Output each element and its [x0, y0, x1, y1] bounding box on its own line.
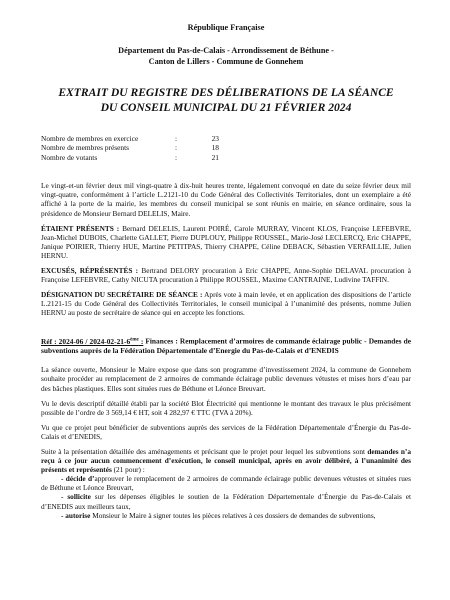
subject-text: Finances : Remplacement d’armoires de commande éclairage public - Demandes de subventions auprès de la Fédération Départementale d’Energie du Pas-de-Calais et d’ENEDIS	[41, 336, 411, 356]
subject-heading	[41, 335, 411, 355]
subject-ref-colon: :	[138, 336, 144, 346]
item3-verb: - autorise	[61, 510, 91, 520]
item2-text: sur les dépenses éligibles le soutien de la Fédération Départementale d’Énergie du Pas-de-Calais et d’ENEDIS aux meilleurs taux,	[41, 492, 411, 511]
body-paragraph-3: Vu que ce projet peut bénéficier de subventions auprès des services de la Fédération Départementale d’Énergie du Pas-de-Calais et d’ENEDIS,	[41, 422, 411, 441]
body-paragraph-4	[41, 447, 411, 474]
body-paragraph-2: Vu le devis descriptif détaillé établi par la société Blot Électricité qui mentionne le montant des travaux le plus précisément possible de l’ordre de 3 569,14 € HT, soit 4 282,97 € TTC (TVA à 20%).	[41, 398, 411, 417]
item1-verb: - décide d’	[61, 474, 95, 484]
department-line-2: Canton de Lillers - Commune de Gonnehem	[148, 56, 304, 66]
present-text: Bernard DELELIS, Laurent POIRÉ, Carole MURRAY, Vincent KLOS, Françoise LEFEBVRE, Jean-Michel DUBOIS, Charlette GALLET, Pierre DUPLOUY, Philippe ROUSSEL, Marie-José LECLERCQ, Eric CHAPPE, Janique POIRIER, Thierry HUE, Martine PETITPAS, Thierry CHAPPE, Céline DEBACK, Sébastien VERFAILLIE, Julien HERNU.	[41, 223, 412, 260]
subject-ref	[41, 337, 143, 346]
document-title	[41, 86, 411, 115]
present-label: ÉTAIENT PRÉSENTS :	[41, 223, 120, 233]
body-p4-bold: demandes n’a reçu à ce jour aucun commencement d’exécution, le conseil municipal, après en avoir délibéré, à l’unanimité des présents et représentés	[41, 446, 411, 475]
excused-text: Bertrand DELORY procuration à Eric CHAPPE, Anne-Sophie DELAVAL procuration à Françoise LEFEBVRE, Cathy NICUTA procuration à Philippe ROUSSEL, Maxime CANTRAINE, Ludivine TAFFIN.	[41, 265, 411, 285]
republic-heading: République Française	[187, 23, 265, 32]
department-heading	[41, 46, 411, 67]
count-row	[41, 143, 411, 152]
title-line-2: DU CONSEIL MUNICIPAL DU 21 FÉVRIER 2024	[100, 100, 352, 114]
count-separator: :	[175, 143, 178, 153]
title-line-1: EXTRAIT DU REGISTRE DES DÉLIBERATIONS DE LA SÉANCE	[58, 86, 394, 99]
secretary-paragraph	[41, 290, 411, 317]
subject-ref-text: Réf : 2024-06 / 2024-02-21-6	[41, 336, 131, 346]
secretary-text: Après vote à main levée, et en application des dispositions de l’article L.2121-15 du Code Général des Collectivités Territoriales, le conseil municipal à l’unanimité des présents, nomme Julien HERNU au poste de secrétaire de séance qui en accepte les fonctions.	[41, 290, 412, 318]
count-row	[41, 134, 411, 143]
decision-item-approve	[41, 474, 411, 492]
count-value: 23	[211, 134, 219, 143]
item1-text: approuver le remplacement de 2 armoires de commande éclairage public devenues vétustes et situées rues de Béthune et Léonce Breuvart,	[41, 474, 411, 493]
subject-ref-sup: ème	[130, 337, 139, 343]
count-separator: :	[175, 134, 178, 143]
decision-item-authorize	[41, 511, 411, 520]
count-value: 21	[211, 152, 219, 162]
count-separator: :	[175, 152, 178, 162]
decision-item-request	[41, 492, 411, 510]
body-p4-normal: Suite à la présentation détaillée des aménagements et précisant que le projet pour lequel les subventions sont	[41, 446, 368, 456]
item3-text: Monsieur le Maire à signer toutes les pièces relatives à ces dossiers de demandes de subventions,	[90, 510, 376, 520]
secretary-label: DÉSIGNATION DU SECRÉTAIRE DE SÉANCE :	[41, 290, 203, 300]
item2-verb: - sollicite	[61, 492, 91, 502]
count-label: Nombre de votants	[41, 152, 98, 162]
body-paragraph-1: La séance ouverte, Monsieur le Maire expose que dans son programme d’investissement 2024, la commune de Gonnehem souhaite procéder au remplacement de 2 armoires de commande éclairage public devenues vétustes et mises hors d’eau par des bâches plastiques. Elles sont situées rues de Béthune et Léonce Breuvart.	[41, 365, 411, 393]
excused-label: EXCUSÉS, RÉPRÉSENTÉS :	[41, 265, 139, 275]
intro-paragraph: Le vingt-et-un février deux mil vingt-quatre à dix-huit heures trente, légalement convoqué en date du seize février deux mil vingt-quatre, conformément à l’article L.2121-10 du Code Général des Collectivités Territoriales, dont un exemplaire a été affiché à la porte de la mairie, les membres du conseil municipal se sont réunis en mairie, en séance ordinaire, sous la présidence de Monsieur Bernard DELELIS, Maire.	[41, 181, 411, 218]
count-row	[41, 153, 411, 162]
department-line-1: Département du Pas-de-Calais - Arrondissement de Béthune -	[118, 46, 334, 55]
body-p4-end: (21 pour) :	[111, 465, 145, 475]
member-counts	[41, 134, 411, 162]
count-value: 18	[211, 143, 219, 153]
present-paragraph	[41, 224, 411, 260]
excused-paragraph	[41, 266, 411, 284]
count-label: Nombre de membres présents	[41, 143, 130, 153]
count-label: Nombre de membres en exercice	[41, 134, 139, 143]
